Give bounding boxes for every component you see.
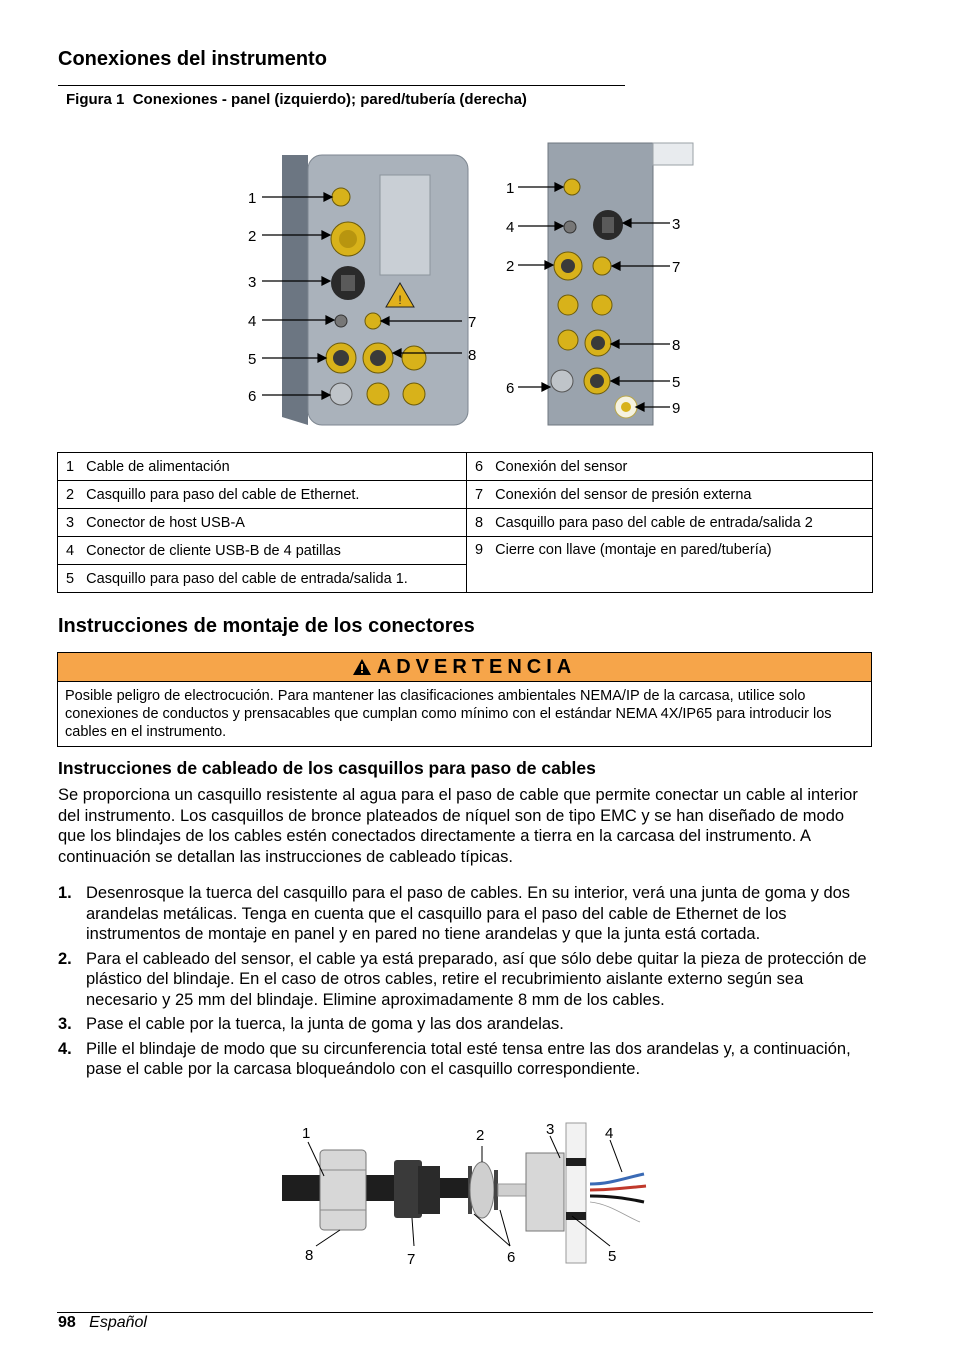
gland-callout-2: 2 xyxy=(476,1127,485,1144)
step-number: 1. xyxy=(58,884,72,902)
gland-callout-8: 8 xyxy=(305,1247,314,1264)
footer-rule xyxy=(57,1312,873,1313)
figure-title: Conexiones - panel (izquierdo); pared/tubería (derecha) xyxy=(132,91,527,108)
legend-text: Conector de cliente USB-B de 4 patillas xyxy=(86,542,341,559)
gland-callout-1: 1 xyxy=(302,1125,311,1142)
legend-row xyxy=(58,509,873,537)
footer xyxy=(58,1314,147,1332)
gland-callout-5: 5 xyxy=(608,1248,617,1265)
figure-caption xyxy=(66,91,527,108)
legend-number: 4 xyxy=(66,542,75,559)
gland-callout-4: 4 xyxy=(605,1125,614,1142)
page-number: 98 xyxy=(58,1314,76,1331)
legend-row xyxy=(58,537,873,565)
instrument-connections-figure xyxy=(230,135,710,435)
step-text: Pille el blindaje de modo que su circunferencia total esté tensa entre las dos arandelas y, a continuación, pase el cable por la carcasa bloqueándolo con el casquillo correspondiente. xyxy=(86,1039,851,1078)
warning-triangle-icon xyxy=(353,659,371,675)
footer-language: Español xyxy=(89,1314,147,1331)
gland-callout-6: 6 xyxy=(507,1249,516,1266)
left-callout-3: 3 xyxy=(248,274,257,291)
legend-text: Cierre con llave (montaje en pared/tubería) xyxy=(495,542,772,558)
wiring-steps-list xyxy=(58,883,870,1084)
right-callout-4: 4 xyxy=(506,219,515,236)
legend-text: Cable de alimentación xyxy=(86,458,230,475)
right-callout-3: 3 xyxy=(672,216,681,233)
legend-number: 6 xyxy=(475,458,484,475)
intro-paragraph: Se proporciona un casquillo resistente al agua para el paso de cable que permite conectar un cable al interior del instrumento. Los casquillos de bronce plateados de níquel son de tipo EMC y se han diseñado de modo que los blindajes de los cables estén conectados directamente a tierra en la carcasa del instrumento. A continuación se detallan las instrucciones de cableado típicas. xyxy=(58,786,858,866)
left-callout-1: 1 xyxy=(248,190,257,207)
step-text: Para el cableado del sensor, el cable ya está preparado, así que sólo debe quitar la pieza de protección de plástico del blindaje. En el caso de otros cables, retire el recubrimiento aislante externo según sea necesario y 25 mm del blindaje. Elimine aproximadamente 8 mm de los cables. xyxy=(86,949,867,1009)
legend-number: 7 xyxy=(475,486,484,503)
gland-callout-7: 7 xyxy=(407,1251,416,1268)
step-text: Desenrosque la tuerca del casquillo para el paso de cables. En su interior, verá una junta de goma y dos arandelas metálicas. Tenga en cuenta que el casquillo para el paso del cable de Ethernet de los instrumentos de montaje en panel y en pared no tiene arandelas y que la junta está cortada. xyxy=(86,884,851,943)
figure-label: Figura 1 xyxy=(66,91,125,108)
step-number: 3. xyxy=(58,1015,72,1033)
left-callout-2: 2 xyxy=(248,228,257,245)
right-callout-1: 1 xyxy=(506,180,515,197)
step-number: 4. xyxy=(58,1039,72,1058)
list-item xyxy=(58,949,870,1011)
step-text: Pase el cable por la tuerca, la junta de goma y las dos arandelas. xyxy=(86,1015,564,1033)
cable-gland-figure xyxy=(280,1118,660,1270)
list-item xyxy=(58,1014,870,1035)
gland-callout-3: 3 xyxy=(546,1121,555,1138)
warning-box xyxy=(57,652,872,747)
section-rule xyxy=(58,85,625,86)
legend-number: 3 xyxy=(66,514,75,531)
right-callout-9: 9 xyxy=(672,400,681,417)
warning-header xyxy=(58,653,871,682)
legend-number: 5 xyxy=(66,570,75,587)
right-callout-7: 7 xyxy=(672,259,681,276)
list-item xyxy=(58,1039,870,1080)
legend-text: Casquillo para paso del cable de Ethernet. xyxy=(86,486,360,503)
legend-number: 9 xyxy=(475,542,484,558)
right-callout-5: 5 xyxy=(672,374,681,391)
right-callout-2: 2 xyxy=(506,258,515,275)
legend-number: 1 xyxy=(66,458,75,475)
subsection-title: Instrucciones de cableado de los casquillos para paso de cables xyxy=(58,758,596,778)
right-callout-6: 6 xyxy=(506,380,515,397)
legend-text: Conexión del sensor xyxy=(495,458,628,475)
left-callout-6: 6 xyxy=(248,388,257,405)
panel-mount-unit xyxy=(282,155,468,425)
list-item xyxy=(58,883,870,945)
step-number: 2. xyxy=(58,949,72,968)
right-callout-8: 8 xyxy=(672,337,681,354)
section-title-mounting: Instrucciones de montaje de los conectores xyxy=(58,615,475,637)
legend-number: 2 xyxy=(66,486,75,503)
warning-text: Posible peligro de electrocución. Para mantener las clasificaciones ambientales NEMA/IP de la carcasa, utilice solo conexiones de conductos y prensacables que cumplan como mínimo con el estándar NEMA 4X/IP65 para introducir los cables en el instrumento. xyxy=(65,688,832,740)
warning-heading: ADVERTENCIA xyxy=(376,655,577,678)
legend-number: 8 xyxy=(475,514,484,531)
legend-text: Casquillo para paso del cable de entrada/salida 1. xyxy=(86,570,408,587)
svg-text:!: ! xyxy=(398,293,402,307)
legend-text: Conector de host USB-A xyxy=(86,514,245,531)
left-callout-5: 5 xyxy=(248,351,257,368)
left-callout-8: 8 xyxy=(468,347,477,364)
figure-legend-table xyxy=(57,452,873,593)
legend-row xyxy=(58,481,873,509)
legend-text: Casquillo para paso del cable de entrada/salida 2 xyxy=(495,514,813,531)
left-callout-4: 4 xyxy=(248,313,257,330)
legend-text: Conexión del sensor de presión externa xyxy=(495,486,752,503)
section-title-connections: Conexiones del instrumento xyxy=(58,48,327,70)
legend-row xyxy=(58,453,873,481)
left-callout-7: 7 xyxy=(468,314,477,331)
